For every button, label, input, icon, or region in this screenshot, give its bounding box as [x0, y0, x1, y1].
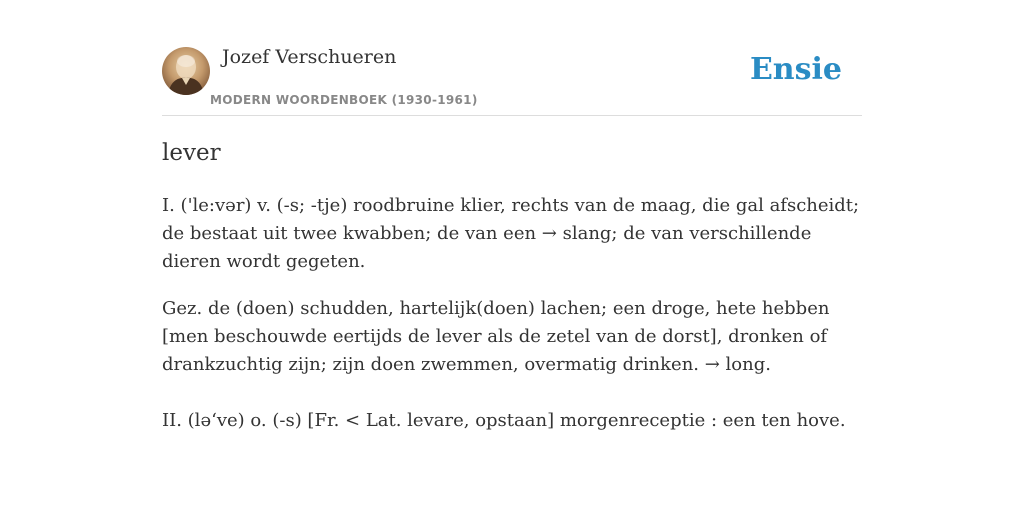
entry-title: lever [162, 140, 221, 166]
definition-paragraph-2: II. (ləʻve) o. (-s) [Fr. < Lat. levare, opstaan] morgenreceptie : een ten hove. [162, 410, 846, 431]
author-avatar[interactable] [162, 47, 210, 95]
entry-card [162, 0, 862, 431]
entry-header [162, 0, 862, 116]
expressions-paragraph: Gez. de (doen) schudden, hartelijk(doen) lachen; een droge, hete hebben [men beschouwde eertijds de lever als de zetel van de dorst], dronken of drankzuchtig zijn; zijn doen zwemmen, overmatig drinken. → long. [162, 298, 830, 375]
author-name[interactable]: Jozef Verschueren [222, 46, 397, 68]
definition-paragraph: I. ('le:vər) v. (-s; -tje) roodbruine klier, rechts van de maag, die gal afscheidt; de bestaat uit twee kwabben; de van een → slang; de van verschillende dieren wordt gegeten. [162, 195, 860, 272]
portrait-image [162, 47, 210, 95]
source-title[interactable]: MODERN WOORDENBOEK (1930-1961) [210, 93, 478, 107]
brand-logo[interactable]: Ensie [749, 52, 842, 87]
